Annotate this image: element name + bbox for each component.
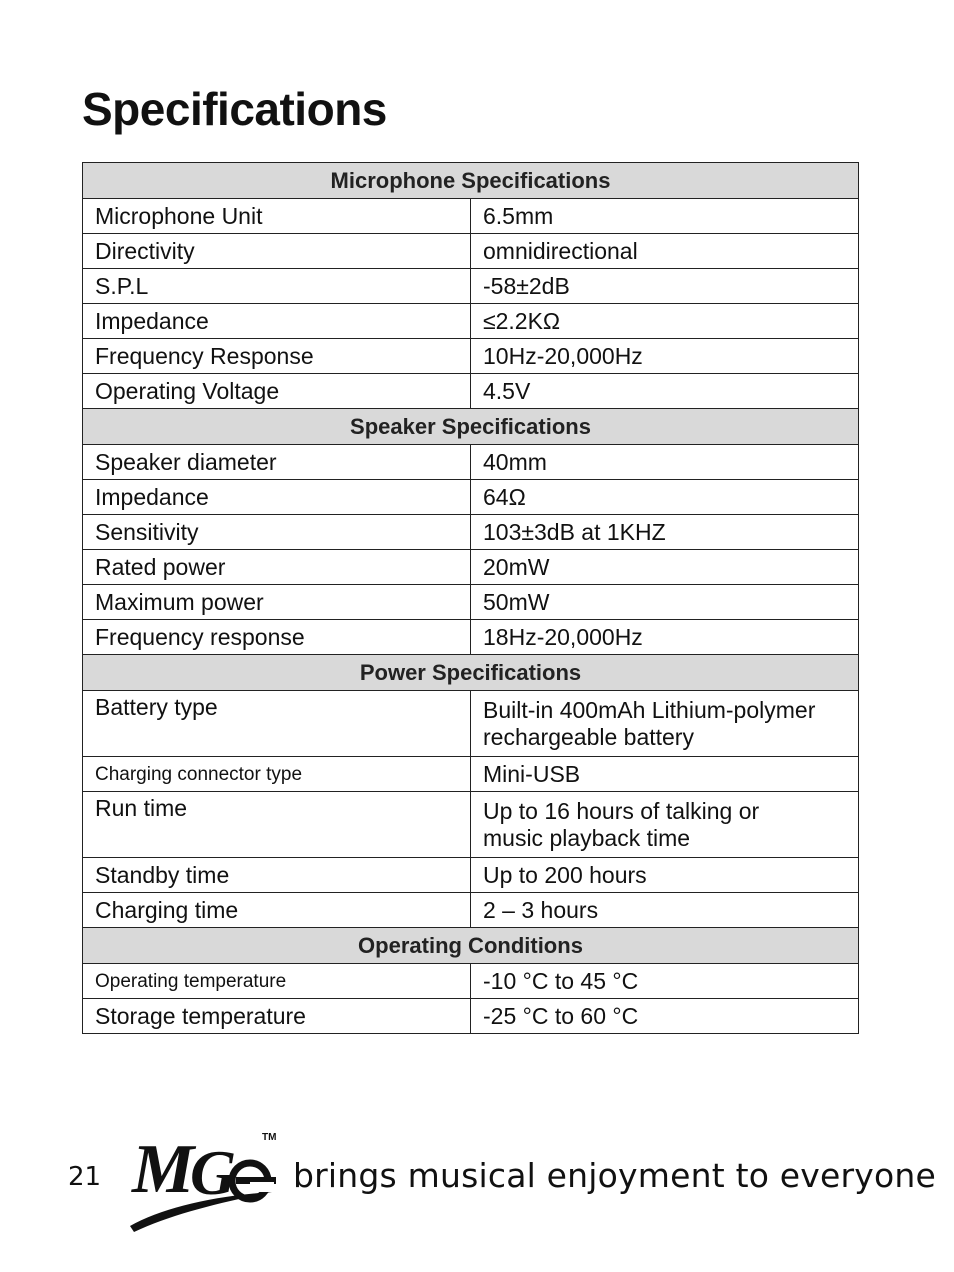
spec-value bbox=[471, 691, 859, 757]
tagline: brings musical enjoyment to everyone bbox=[293, 1156, 937, 1195]
table-row bbox=[83, 234, 859, 269]
spec-label: Charging time bbox=[83, 893, 471, 928]
spec-label: Impedance bbox=[83, 304, 471, 339]
logo-letter-g: G bbox=[190, 1137, 237, 1208]
spec-label: Operating Voltage bbox=[83, 374, 471, 409]
table-row bbox=[83, 999, 859, 1034]
spec-value-line: Up to 16 hours of talking or bbox=[483, 797, 760, 824]
section-header-row bbox=[83, 655, 859, 691]
spec-label: Battery type bbox=[83, 691, 471, 757]
page-number: 21 bbox=[68, 1162, 102, 1192]
spec-label: Charging connector type bbox=[83, 757, 471, 792]
spec-value: 10Hz-20,000Hz bbox=[471, 339, 859, 374]
table-row bbox=[83, 339, 859, 374]
section-header-row bbox=[83, 928, 859, 964]
spec-value: 2 – 3 hours bbox=[471, 893, 859, 928]
spec-value: ≤2.2KΩ bbox=[471, 304, 859, 339]
specifications-table bbox=[82, 162, 859, 1034]
table-row bbox=[83, 480, 859, 515]
spec-value: -25 °C to 60 °C bbox=[471, 999, 859, 1034]
spec-value bbox=[471, 792, 859, 858]
spec-label: Operating temperature bbox=[83, 964, 471, 999]
spec-value: 18Hz-20,000Hz bbox=[471, 620, 859, 655]
spec-value: Up to 200 hours bbox=[471, 858, 859, 893]
spec-label: Directivity bbox=[83, 234, 471, 269]
spec-value: 103±3dB at 1KHZ bbox=[471, 515, 859, 550]
spec-label: Maximum power bbox=[83, 585, 471, 620]
spec-label: Standby time bbox=[83, 858, 471, 893]
section-heading: Microphone Specifications bbox=[83, 163, 859, 199]
section-heading: Operating Conditions bbox=[83, 928, 859, 964]
table-row bbox=[83, 304, 859, 339]
logo-letter-m: M bbox=[132, 1131, 195, 1208]
spec-value: -10 °C to 45 °C bbox=[471, 964, 859, 999]
table-row bbox=[83, 620, 859, 655]
table-row bbox=[83, 585, 859, 620]
section-header-row bbox=[83, 163, 859, 199]
trademark-mark: TM bbox=[262, 1132, 277, 1143]
spec-value: 40mm bbox=[471, 445, 859, 480]
table-row bbox=[83, 269, 859, 304]
spec-label: Storage temperature bbox=[83, 999, 471, 1034]
table-row bbox=[83, 691, 859, 757]
table-row bbox=[83, 515, 859, 550]
spec-value-line: music playback time bbox=[483, 824, 691, 851]
spec-label: Run time bbox=[83, 792, 471, 858]
spec-value-line: rechargeable battery bbox=[483, 723, 694, 750]
spec-label: Rated power bbox=[83, 550, 471, 585]
mge-logo bbox=[122, 1126, 282, 1234]
spec-value: 50mW bbox=[471, 585, 859, 620]
spec-label: S.P.L bbox=[83, 269, 471, 304]
table-row bbox=[83, 445, 859, 480]
table-row bbox=[83, 374, 859, 409]
table-row bbox=[83, 757, 859, 792]
table-row bbox=[83, 792, 859, 858]
section-heading: Speaker Specifications bbox=[83, 409, 859, 445]
spec-label: Frequency Response bbox=[83, 339, 471, 374]
spec-label: Microphone Unit bbox=[83, 199, 471, 234]
spec-value: 20mW bbox=[471, 550, 859, 585]
spec-value: 6.5mm bbox=[471, 199, 859, 234]
spec-value-line: Built-in 400mAh Lithium-polymer bbox=[483, 696, 816, 723]
spec-label: Speaker diameter bbox=[83, 445, 471, 480]
spec-label: Frequency response bbox=[83, 620, 471, 655]
table-row bbox=[83, 199, 859, 234]
spec-label: Sensitivity bbox=[83, 515, 471, 550]
spec-value: -58±2dB bbox=[471, 269, 859, 304]
table-row bbox=[83, 893, 859, 928]
spec-value: Mini-USB bbox=[471, 757, 859, 792]
page-title: Specifications bbox=[82, 83, 387, 135]
section-header-row bbox=[83, 409, 859, 445]
table-row bbox=[83, 964, 859, 999]
table-row bbox=[83, 858, 859, 893]
spec-label: Impedance bbox=[83, 480, 471, 515]
table-row bbox=[83, 550, 859, 585]
spec-value: 4.5V bbox=[471, 374, 859, 409]
spec-value: omnidirectional bbox=[471, 234, 859, 269]
section-heading: Power Specifications bbox=[83, 655, 859, 691]
spec-value: 64Ω bbox=[471, 480, 859, 515]
